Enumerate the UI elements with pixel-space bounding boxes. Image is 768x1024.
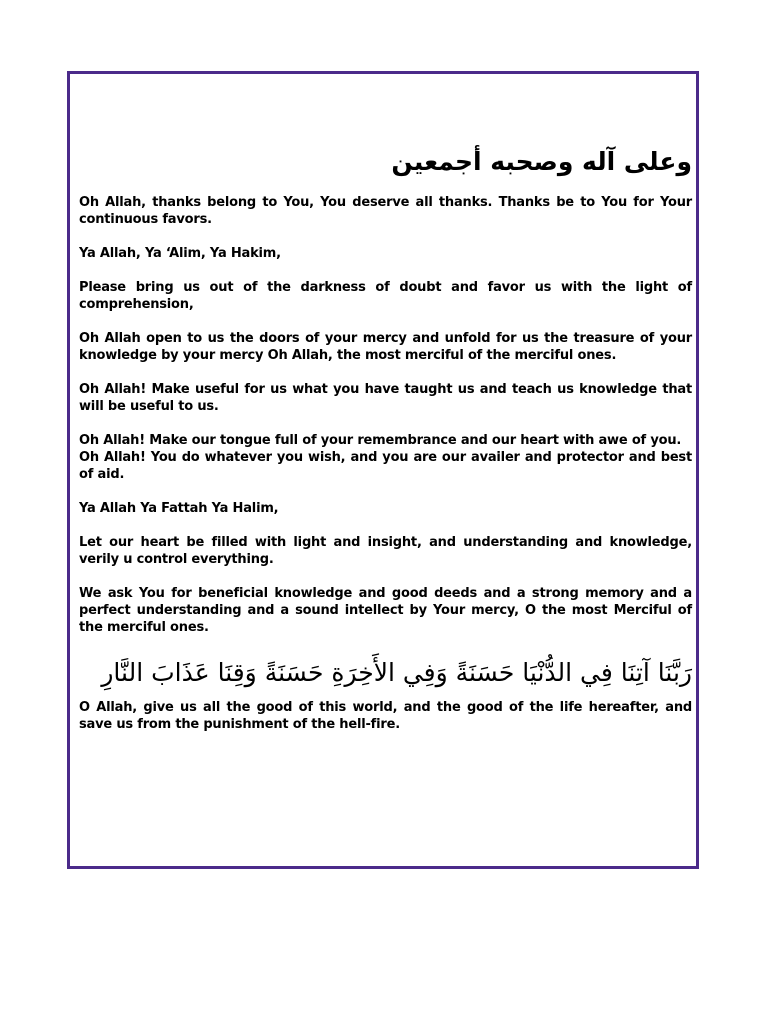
paragraph-darkness: Please bring us out of the darkness of doubt and favor us with the light of comprehension, xyxy=(79,280,692,312)
paragraph-closing-translation: O Allah, give us all the good of this world, and the good of the life hereafter, and save us from the punishment of the hell-fire. xyxy=(79,700,692,732)
paragraph-ya-fattah: Ya Allah Ya Fattah Ya Halim, xyxy=(79,501,279,516)
paragraph-useful-knowledge: Oh Allah! Make useful for us what you have taught us and teach us knowledge that will be useful to us. xyxy=(79,382,692,414)
paragraph-ya-alim: Ya Allah, Ya ‘Alim, Ya Hakim, xyxy=(79,246,281,261)
paragraph-heart-light: Let our heart be filled with light and insight, and understanding and knowledge, verily u control everything. xyxy=(79,535,692,567)
arabic-verse: رَبَّنَا آتِنَا فِي الدُّنْيَا حَسَنَةً وَفِي الأَخِرَةِ حَسَنَةً وَقِنَا عَذَابَ النَّارِ xyxy=(101,658,692,687)
paragraph-tongue: Oh Allah! Make our tongue full of your remembrance and our heart with awe of you. xyxy=(79,433,682,448)
paragraph-protector: Oh Allah! You do whatever you wish, and you are our availer and protector and best of aid. xyxy=(79,450,692,482)
paragraph-thanks: Oh Allah, thanks belong to You, You deserve all thanks. Thanks be to You for Your continuous favors. xyxy=(79,195,692,227)
paragraph-mercy-doors: Oh Allah open to us the doors of your mercy and unfold for us the treasure of your knowledge by your mercy Oh Allah, the most merciful of the merciful ones. xyxy=(79,331,692,363)
arabic-heading: وعلى آله وصحبه أجمعين xyxy=(391,147,692,176)
paragraph-beneficial-knowledge: We ask You for beneficial knowledge and good deeds and a strong memory and a perfect understanding and a sound intellect by Your mercy, O the most Merciful of the merciful ones. xyxy=(79,586,692,635)
document-body xyxy=(79,140,692,750)
